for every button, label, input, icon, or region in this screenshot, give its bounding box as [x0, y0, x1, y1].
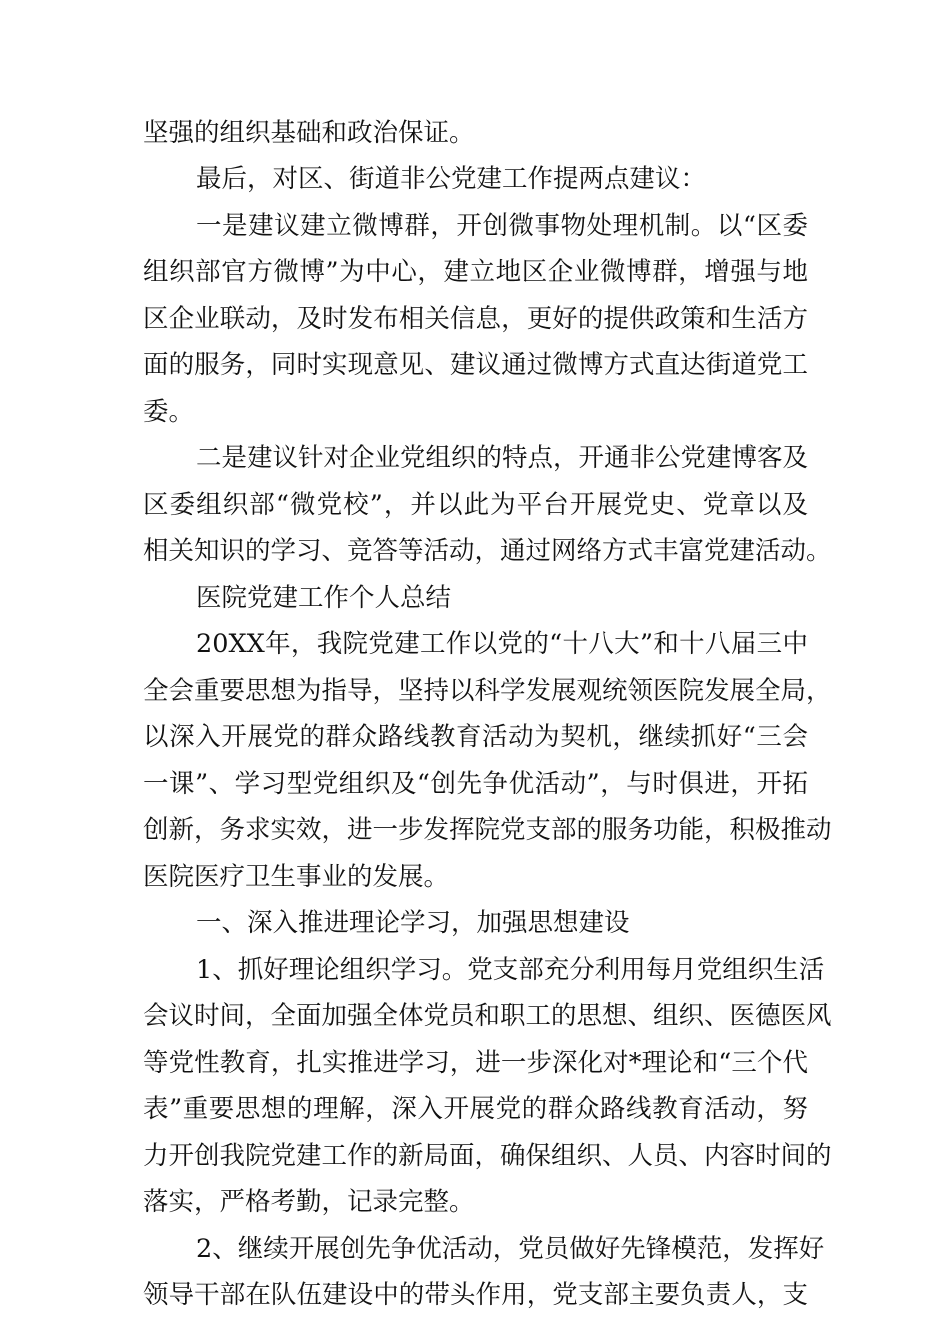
- text-line: 区企业联动，及时发布相关信息，更好的提供政策和生活方: [143, 304, 808, 334]
- text-line: 等党性教育，扎实推进学习，进一步深化对*理论和“三个代: [143, 1048, 808, 1078]
- text-line: 以深入开展党的群众路线教育活动为契机，继续抓好“三会: [143, 722, 808, 752]
- text-line: 坚强的组织基础和政治保证。: [143, 118, 475, 148]
- text-line: 委。: [143, 397, 195, 427]
- paragraph-first-line: 2、继续开展创先争优活动，党员做好先锋模范，发挥好: [196, 1234, 825, 1264]
- paragraph-first-line: 20XX年，我院党建工作以党的“十八大”和十八届三中: [196, 629, 808, 659]
- text-line: 创新，务求实效，进一步发挥院党支部的服务功能，积极推动: [143, 815, 832, 845]
- text-line: 医院医疗卫生事业的发展。: [143, 862, 450, 892]
- paragraph-first-line: 二是建议针对企业党组织的特点，开通非公党建博客及: [196, 443, 809, 473]
- text-line: 组织部官方微博”为中心，建立地区企业微博群，增强与地: [143, 257, 808, 287]
- section-title: 医院党建工作个人总结: [196, 583, 452, 613]
- text-line: 相关知识的学习、竞答等活动，通过网络方式丰富党建活动。: [143, 536, 832, 566]
- text-line: 一课”、学习型党组织及“创先争优活动”，与时俱进，开拓: [143, 769, 808, 799]
- text-line: 区委组织部“微党校”，并以此为平台开展党史、党章以及: [143, 490, 808, 520]
- text-line: 表”重要思想的理解，深入开展党的群众路线教育活动，努: [143, 1094, 808, 1124]
- text-line: 全会重要思想为指导，坚持以科学发展观统领医院发展全局，: [143, 676, 832, 706]
- text-line: 面的服务，同时实现意见、建议通过微博方式直达街道党工: [143, 350, 808, 380]
- paragraph-first-line: 一是建议建立微博群，开创微事物处理机制。以“区委: [196, 211, 808, 241]
- paragraph-first-line: 1、抓好理论组织学习。党支部充分利用每月党组织生活: [196, 955, 825, 985]
- section-heading: 一、深入推进理论学习，加强思想建设: [196, 908, 630, 938]
- text-line: 领导干部在队伍建设中的带头作用，党支部主要负责人，支: [143, 1280, 808, 1310]
- text-line: 力开创我院党建工作的新局面，确保组织、人员、内容时间的: [143, 1141, 832, 1171]
- paragraph-first-line: 最后，对区、街道非公党建工作提两点建议：: [196, 164, 707, 194]
- text-line: 落实，严格考勤，记录完整。: [143, 1187, 475, 1217]
- text-line: 会议时间，全面加强全体党员和职工的思想、组织、医德医风: [143, 1001, 832, 1031]
